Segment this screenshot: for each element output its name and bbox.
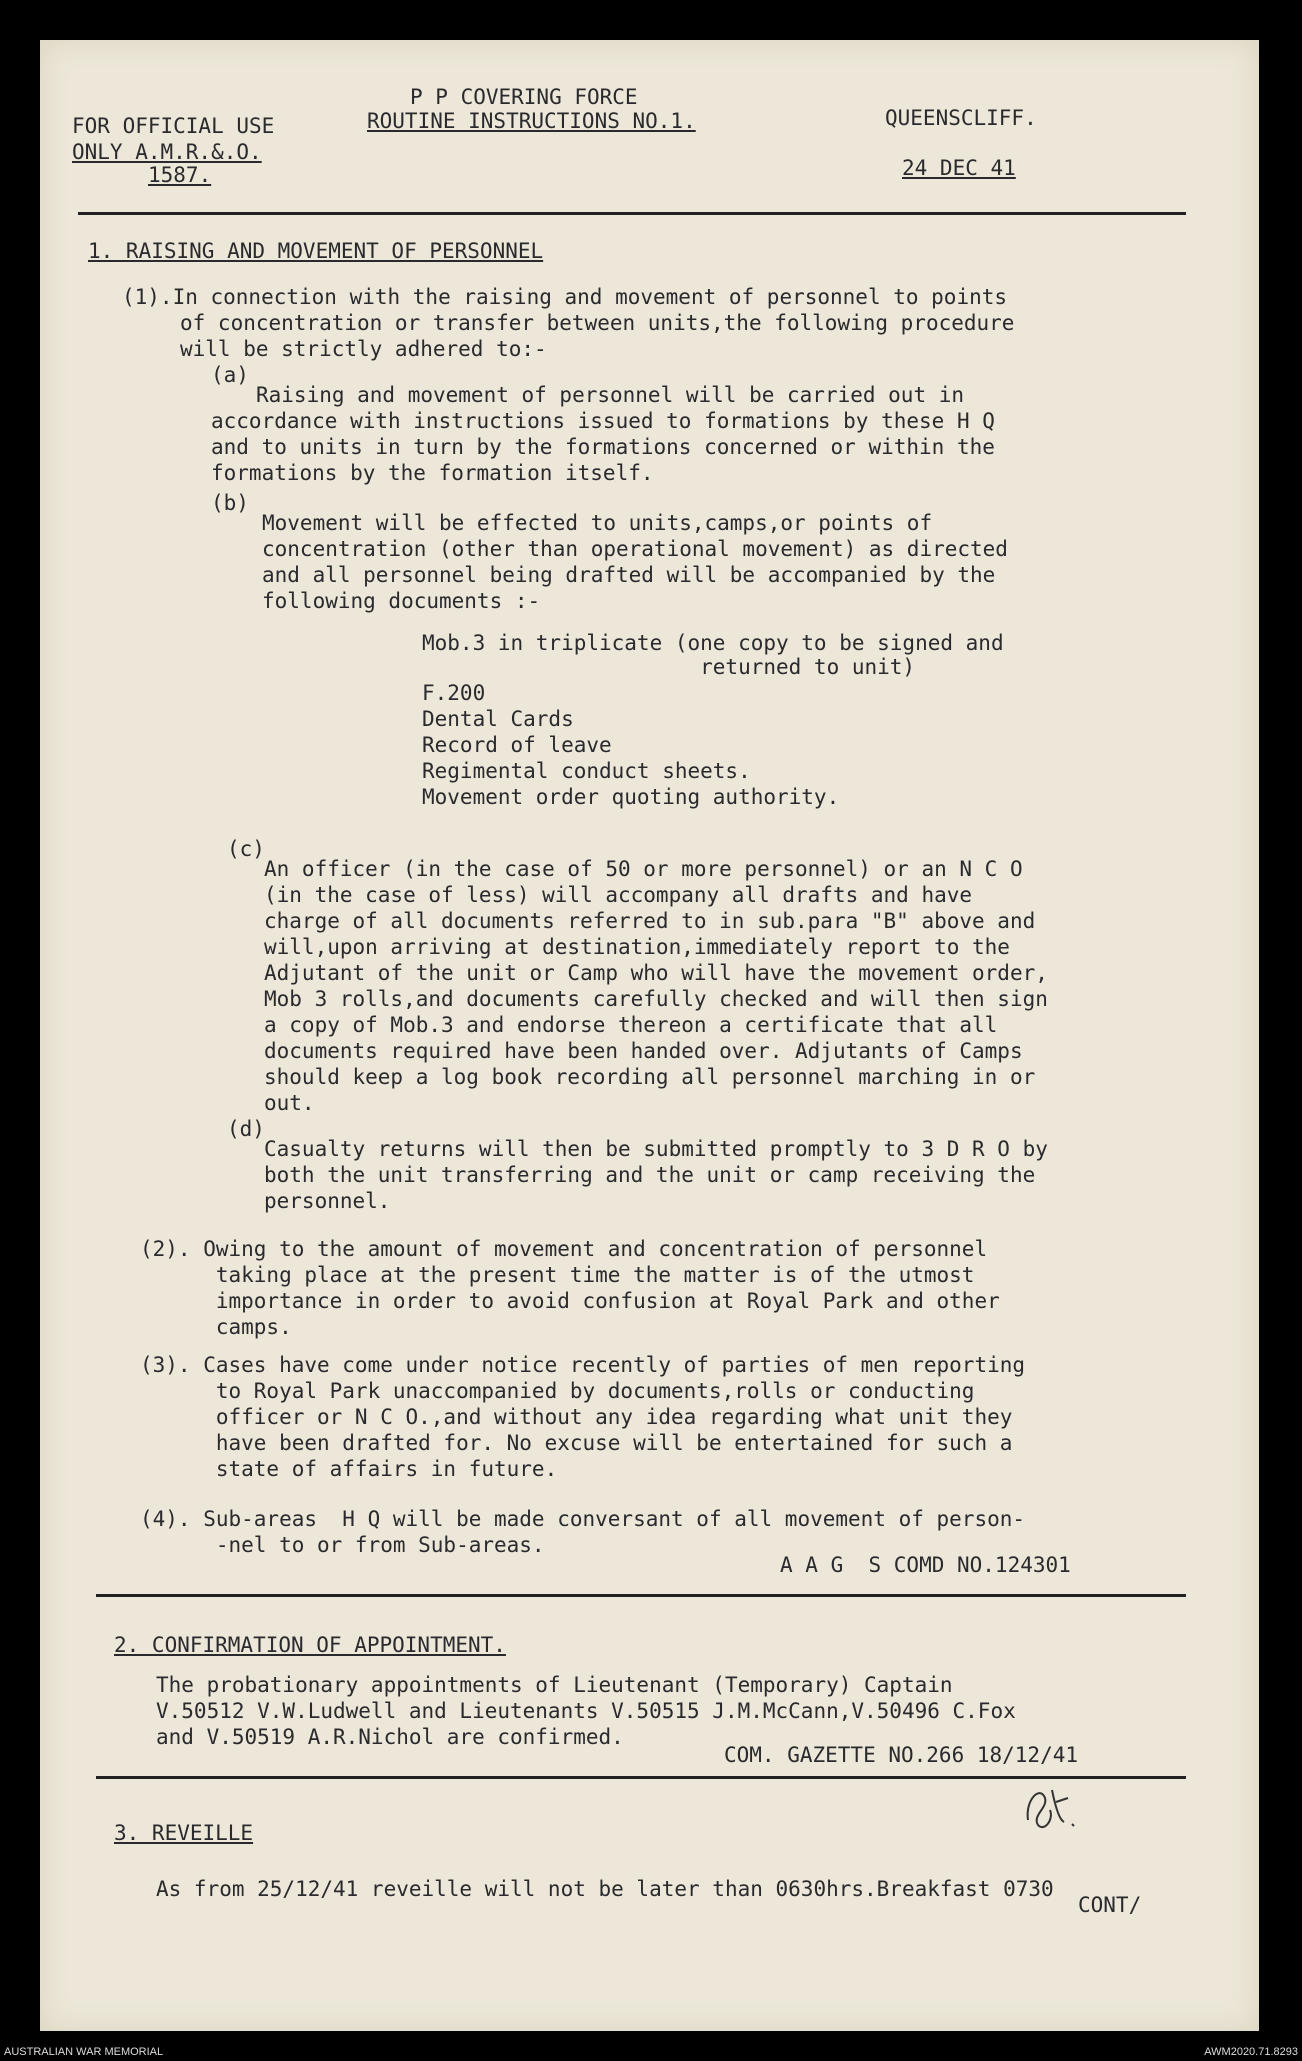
section-rule: [96, 1776, 1186, 1779]
text-line: and all personnel being drafted will be accompanied by the: [262, 563, 996, 587]
text-line: will be strictly adhered to:-: [180, 337, 547, 361]
text-line: -nel to or from Sub-areas.: [140, 1533, 545, 1557]
place: QUEENSCLIFF.: [885, 106, 1037, 130]
list-item: Movement order quoting authority.: [422, 785, 840, 809]
section3-heading: 3. REVEILLE: [114, 1821, 254, 1845]
official-use-line3: 1587.: [148, 163, 212, 187]
subpara-b-label: (b): [211, 491, 249, 515]
section2-authority: COM. GAZETTE NO.266 18/12/41: [724, 1743, 1079, 1767]
section1-authority: A A G S COMD NO.124301: [780, 1553, 1071, 1577]
text-line: personnel.: [264, 1189, 391, 1213]
text-line: (in the case of less) will accompany all drafts and have: [264, 883, 973, 907]
text-line: concentration (other than operational movement) as directed: [262, 537, 1008, 561]
text-line: Adjutant of the unit or Camp who will have the movement order,: [264, 961, 1048, 985]
text-line: should keep a log book recording all personnel marching in or: [264, 1065, 1036, 1089]
footer-source: AUSTRALIAN WAR MEMORIAL: [4, 2046, 164, 2058]
subpara-a-label: (a): [211, 363, 249, 387]
text-line: formations by the formation itself.: [211, 461, 654, 485]
section3-text: As from 25/12/41 reveille will not be later than 0630hrs.Breakfast 0730: [156, 1877, 1054, 1901]
subpara-c-label: (c): [227, 837, 265, 861]
text-line: will,upon arriving at destination,immediately report to the: [264, 935, 1010, 959]
text-line: Casualty returns will then be submitted promptly to 3 D R O by: [264, 1137, 1048, 1161]
text-line: The probationary appointments of Lieutenant (Temporary) Captain: [156, 1673, 953, 1697]
list-item: Dental Cards: [422, 707, 574, 731]
text-line: a copy of Mob.3 and endorse thereon a certificate that all: [264, 1013, 998, 1037]
title-line1: P P COVERING FORCE: [410, 85, 638, 109]
text-line: V.50512 V.W.Ludwell and Lieutenants V.50515 J.M.McCann,V.50496 C.Fox: [156, 1699, 1016, 1723]
text-line: officer or N C O.,and without any idea regarding what unit they: [140, 1405, 1013, 1429]
text-line: following documents :-: [262, 589, 541, 613]
text-line: (4). Sub-areas H Q will be made conversant of all movement of person-: [140, 1507, 1026, 1531]
text-line: out.: [264, 1091, 315, 1115]
footer-accession: AWM2020.71.8293: [1204, 2046, 1298, 2058]
text-line: (3). Cases have come under notice recently of parties of men reporting: [140, 1353, 1026, 1377]
text-line: taking place at the present time the matter is of the utmost: [140, 1263, 975, 1287]
text-line: to Royal Park unaccompanied by documents,rolls or conducting: [140, 1379, 975, 1403]
list-item: Mob.3 in triplicate (one copy to be signed and: [422, 631, 1004, 655]
initials-signature: [1020, 1780, 1080, 1835]
text-line: and V.50519 A.R.Nichol are confirmed.: [156, 1725, 624, 1749]
text-line: state of affairs in future.: [140, 1457, 558, 1481]
section2-heading: 2. CONFIRMATION OF APPOINTMENT.: [114, 1633, 506, 1657]
continued-mark: CONT/: [1078, 1893, 1142, 1917]
text-line: accordance with instructions issued to formations by these H Q: [211, 409, 995, 433]
text-line: importance in order to avoid confusion at Royal Park and other: [140, 1289, 1000, 1313]
text-line: of concentration or transfer between units,the following procedure: [180, 311, 1015, 335]
list-item: returned to unit): [422, 655, 916, 679]
text-line: Raising and movement of personnel will be carried out in: [256, 383, 965, 407]
header-rule: [78, 212, 1186, 215]
section-rule: [96, 1594, 1186, 1597]
text-line: have been drafted for. No excuse will be entertained for such a: [140, 1431, 1013, 1455]
text-line: Mob 3 rolls,and documents carefully checked and will then sign: [264, 987, 1048, 1011]
text-line: camps.: [140, 1315, 292, 1339]
text-line: An officer (in the case of 50 or more personnel) or an N C O: [264, 857, 1023, 881]
official-use-line1: FOR OFFICIAL USE: [72, 114, 275, 138]
text-line: (1).In connection with the raising and movement of personnel to points: [122, 285, 1008, 309]
list-item: F.200: [422, 681, 486, 705]
text-line: both the unit transferring and the unit or camp receiving the: [264, 1163, 1036, 1187]
text-line: charge of all documents referred to in sub.para "B" above and: [264, 909, 1036, 933]
text-line: (2). Owing to the amount of movement and concentration of personnel: [140, 1237, 988, 1261]
text-line: documents required have been handed over. Adjutants of Camps: [264, 1039, 1023, 1063]
date: 24 DEC 41: [902, 156, 1016, 180]
subpara-d-label: (d): [227, 1117, 265, 1141]
official-use-line2: ONLY A.M.R.&.O.: [72, 140, 262, 164]
list-item: Record of leave: [422, 733, 612, 757]
title-line2: ROUTINE INSTRUCTIONS NO.1.: [367, 109, 696, 133]
section1-heading: 1. RAISING AND MOVEMENT OF PERSONNEL: [88, 239, 544, 263]
text-line: Movement will be effected to units,camps,or points of: [262, 511, 933, 535]
list-item: Regimental conduct sheets.: [422, 759, 751, 783]
text-line: and to units in turn by the formations concerned or within the: [211, 435, 995, 459]
